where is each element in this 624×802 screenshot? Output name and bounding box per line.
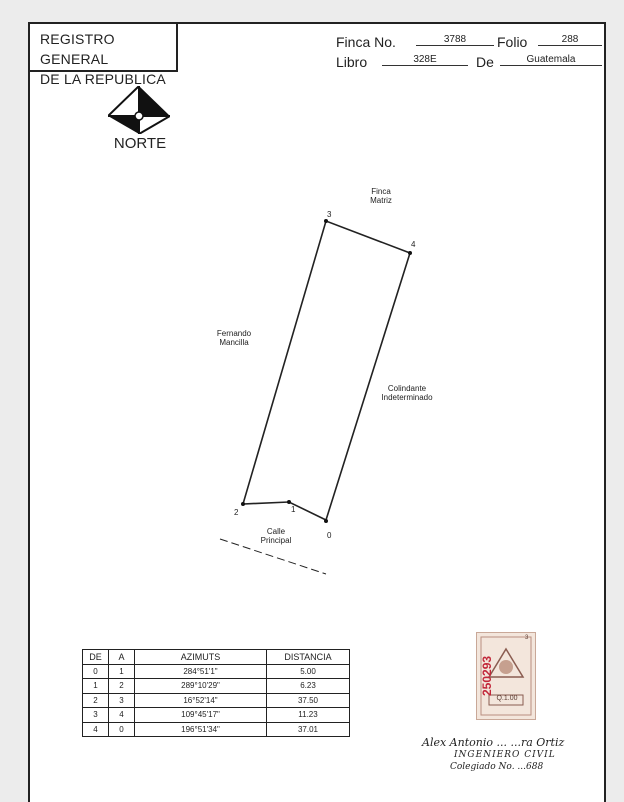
- column-header-a: A: [109, 650, 135, 665]
- column-header-distancia: DISTANCIA: [267, 650, 350, 665]
- north-label: NORTE: [113, 135, 167, 152]
- cell-a: 3: [109, 693, 135, 708]
- libro-value: 328E: [382, 54, 468, 66]
- cell-a: 1: [109, 664, 135, 679]
- point-label-3: 3: [327, 210, 332, 219]
- cell-distancia: 5.00: [267, 664, 350, 679]
- fiscal-stamp: [476, 632, 536, 720]
- column-header-azimuts: AZIMUTS: [135, 650, 267, 665]
- boundary-calle-principal: Calle Principal: [260, 527, 292, 545]
- boundary-finca-matriz: Finca Matriz: [370, 187, 392, 205]
- cell-azimut: 196°51'34": [135, 722, 267, 737]
- table-row: [83, 708, 350, 723]
- stamp-value: Q.1.00: [496, 695, 518, 702]
- folio-label: Folio: [497, 34, 528, 50]
- registry-line1: REGISTRO GENERAL: [40, 31, 115, 67]
- cell-azimut: 16°52'14": [135, 693, 267, 708]
- point-label-4: 4: [411, 240, 416, 249]
- azimuth-table: [82, 649, 350, 737]
- cell-a: 2: [109, 679, 135, 694]
- cell-distancia: 11.23: [267, 708, 350, 723]
- stamp-corner: 3: [525, 635, 529, 641]
- registry-line2: DE LA REPUBLICA: [40, 71, 166, 87]
- cell-a: 0: [109, 722, 135, 737]
- cell-de: 4: [83, 722, 109, 737]
- folio-value: 288: [538, 34, 602, 46]
- table-header-row: [83, 650, 350, 665]
- column-header-de: DE: [83, 650, 109, 665]
- finca-label: Finca No.: [336, 34, 396, 50]
- finca-value: 3788: [416, 34, 494, 46]
- boundary-fernando-mancilla: Fernando Mancilla: [216, 329, 252, 347]
- boundary-colindante: Colindante Indeterminado: [381, 384, 433, 402]
- cell-azimut: 109°45'17": [135, 708, 267, 723]
- cell-azimut: 289°10'29": [135, 679, 267, 694]
- stamp-serial: 250293: [480, 655, 494, 697]
- cell-de: 3: [83, 708, 109, 723]
- de-label: De: [476, 54, 494, 70]
- cell-distancia: 37.50: [267, 693, 350, 708]
- signature-name: Alex Antonio ... ...ra Ortiz: [422, 736, 565, 749]
- cell-azimut: 284°51'1": [135, 664, 267, 679]
- de-value: Guatemala: [500, 54, 602, 66]
- point-label-1: 1: [291, 505, 296, 514]
- cell-a: 4: [109, 708, 135, 723]
- cell-de: 2: [83, 693, 109, 708]
- cell-distancia: 6.23: [267, 679, 350, 694]
- table-row: [83, 664, 350, 679]
- table-row: [83, 693, 350, 708]
- point-label-0: 0: [327, 531, 332, 540]
- cell-de: 1: [83, 679, 109, 694]
- table-row: [83, 722, 350, 737]
- libro-label: Libro: [336, 54, 368, 70]
- signature-title: INGENIERO CIVIL: [454, 750, 556, 760]
- plan-sheet: [28, 22, 606, 802]
- cell-de: 0: [83, 664, 109, 679]
- point-label-2: 2: [234, 508, 239, 517]
- cell-distancia: 37.01: [267, 722, 350, 737]
- table-row: [83, 679, 350, 694]
- signature-colegiado: Colegiado No. ...688: [450, 762, 544, 772]
